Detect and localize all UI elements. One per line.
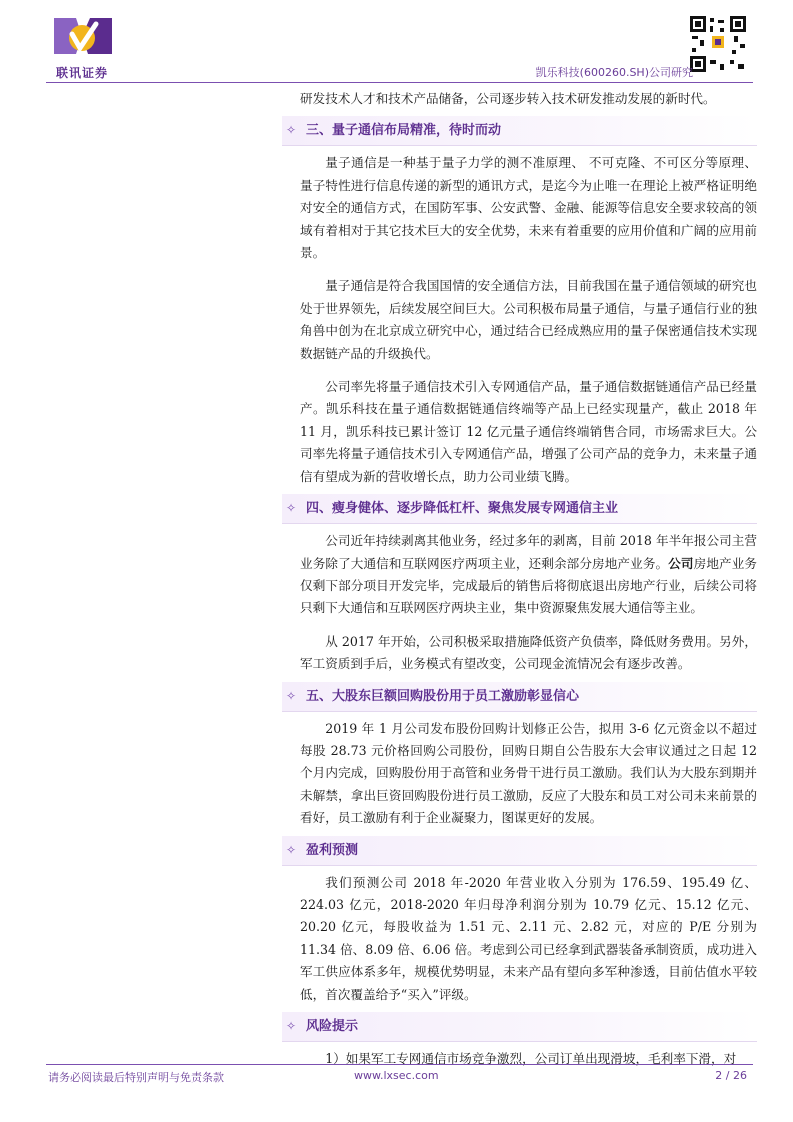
report-body bbox=[286, 88, 758, 1070]
paragraph: 2019 年 1 月公司发布股份回购计划修正公告，拟用 3-6 亿元资金以不超过每股 28.73 元价格回购公司股份，回购日期自公告股东大会审议通过之日起 12 个月内完成，回购股份用于高管和业务骨干进行员工激励。我们认为大股东到期并未解禁，拿出巨资回购股份进行员工激励，反应了大股东和员工对公司未来前景的看好，员工激励有利于企业凝聚力，图谋更好的发展。 bbox=[300, 720, 757, 826]
diamond-bullet-icon: ✧ bbox=[286, 123, 297, 138]
paragraph: 我们预测公司 2018 年-2020 年营业收入分别为 176.59、195.49 亿、224.03 亿元，2018-2020 年归母净利润分别为 10.79 亿元、15.12 亿元、20.20 亿元，每股收益为 1.51 元、2.11 元、2.82 元，对应的 P/E 分别为 11.34 倍、8.09 倍、6.06 倍。考虑到公司已经拿到武器装备承制资质，成功进入军工供应体系多年，规模优势明显，未来产品有望向多军种渗透，目前估值水平较低，首次覆盖给予“买入”评级。 bbox=[300, 874, 757, 1002]
footer-page-number: 2 / 26 bbox=[715, 1069, 747, 1082]
paragraph: 从 2017 年开始，公司积极采取措施降低资产负债率，降低财务费用。另外，军工资质到手后，业务模式有望改变，公司现金流情况会有逐步改善。 bbox=[300, 633, 757, 672]
paragraph: 公司率先将量子通信技术引入专网通信产品，量子通信数据链通信产品已经量产。凯乐科技在量子通信数据链通信终端等产品上已经实现量产，截止 2018 年 11 月，凯乐科技已累计签订 12 亿元量子通信终端销售合同，市场需求巨大。公司率先将量子通信技术引入专网通信产品，增强了公司产品的竞争力，未来量子通信有望成为新的营收增长点，助力公司业绩飞腾。 bbox=[300, 379, 757, 484]
intro-paragraph: 研发技术人才和技术产品储备，公司逐步转入技术研发推动发展的新时代。 bbox=[300, 91, 716, 106]
header-company-title: 凯乐科技(600260.SH)公司研究 bbox=[535, 66, 693, 79]
section-title-forecast: ✧ 盈利预测 bbox=[282, 836, 757, 866]
qr-code-icon bbox=[690, 16, 746, 72]
diamond-bullet-icon: ✧ bbox=[286, 1019, 297, 1033]
paragraph: 量子通信是一种基于量子力学的测不准原理、 不可克隆、不可区分等原理、量子特性进行信息传递的新型的通讯方式，是迄今为止唯一在理论上被严格证明绝对安全的通信方式，在国防军事、公安武警、金融、能源等信息安全要求较高的领域有着相对于其它技术巨大的安全优势，未来有着重要的应用价值和广阔的应用前景。 bbox=[300, 155, 757, 261]
footer-disclaimer: 请务必阅读最后特别声明与免责条款 bbox=[48, 1071, 224, 1084]
diamond-bullet-icon: ✧ bbox=[286, 688, 297, 703]
logo-emblem-icon bbox=[46, 14, 118, 66]
section-title-buyback: ✧ 五、大股东巨额回购股份用于员工激励彰显信心 bbox=[282, 682, 757, 712]
paragraph: 1）如果军工专网通信市场竞争激烈，公司订单出现滑坡，毛利率下滑，对 bbox=[325, 1051, 737, 1066]
section-title-risk: ✧ 风险提示 bbox=[282, 1012, 757, 1042]
company-logo bbox=[46, 14, 116, 78]
paragraph: 量子通信是符合我国国情的安全通信方法，目前我国在量子通信领域的研究也处于世界领先，后续发展空间巨大。公司积极布局量子通信，与量子通信行业的独角兽中创为在北京成立研究中心，通过结合已经成熟应用的量子保密通信技术实现数据链产品的升级换代。 bbox=[300, 278, 757, 361]
footer-website-link[interactable]: www.lxsec.com bbox=[354, 1069, 439, 1082]
paragraph: 公司近年持续剥离其他业务，经过多年的剥离，目前 2018 年半年报公司主营业务除了大通信和互联网医疗两项主业，还剩余部分房地产业务。公司房地产业务仅剩下部分项目开发完毕，完成最后的销售后将彻底退出房地产行业，后续公司将只剩下大通信和互联网医疗两块主业，集中资源聚焦发展大通信等主业。 bbox=[300, 533, 758, 616]
header-divider bbox=[46, 82, 753, 83]
section-title-quantum: ✧ 三、量子通信布局精准，待时而动 bbox=[282, 116, 757, 146]
diamond-bullet-icon: ✧ bbox=[286, 501, 297, 516]
section-title-focus: ✧ 四、瘦身健体、逐步降低杠杆、聚焦发展专网通信主业 bbox=[282, 494, 757, 524]
logo-text: 联讯证券 bbox=[55, 66, 108, 80]
footer-divider bbox=[46, 1064, 753, 1065]
diamond-bullet-icon: ✧ bbox=[286, 842, 297, 857]
